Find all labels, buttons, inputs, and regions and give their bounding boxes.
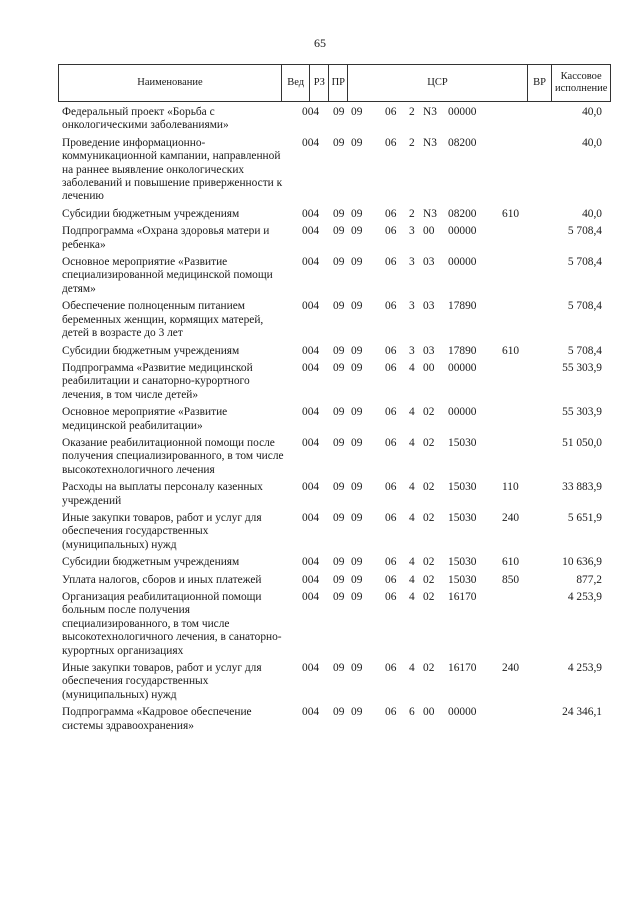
row-csr-program: 06 [385, 556, 397, 569]
row-csr-subprogram: 4 [409, 361, 415, 374]
row-exec: 5 708,4 [567, 300, 602, 313]
row-rz: 09 [333, 706, 345, 719]
row-pr: 09 [351, 556, 363, 569]
row-csr-direction: 00000 [448, 256, 477, 269]
row-vr: 240 [502, 511, 520, 524]
row-csr-program: 06 [385, 136, 397, 149]
row-csr-program: 06 [385, 406, 397, 419]
row-exec: 5 708,4 [567, 256, 602, 269]
header-pr: ПР [329, 65, 348, 101]
row-csr-subprogram: 2 [409, 136, 415, 149]
row-pr: 09 [351, 361, 363, 374]
row-csr-event: 00 [423, 706, 435, 719]
table-row [62, 106, 610, 133]
row-pr: 09 [351, 136, 363, 149]
row-pr: 09 [351, 706, 363, 719]
row-vr: 110 [502, 481, 519, 494]
row-csr-program: 06 [385, 207, 397, 220]
row-rz: 09 [333, 662, 345, 675]
row-pr: 09 [351, 573, 363, 586]
table-header [58, 64, 611, 102]
row-exec: 5 651,9 [567, 511, 602, 524]
table-row [62, 300, 610, 340]
row-csr-event: 02 [423, 481, 435, 494]
row-name: Оказание реабилитационной помощи после получения специализированного, в том числе высокотехнологичного лечения [62, 436, 284, 476]
row-ved: 004 [302, 591, 320, 603]
row-exec: 55 303,9 [562, 406, 602, 419]
row-csr-direction: 17890 [448, 300, 477, 313]
row-ved: 004 [302, 225, 320, 238]
row-csr-direction: 08200 [448, 207, 477, 220]
row-rz: 09 [333, 406, 345, 419]
row-rz: 09 [333, 556, 345, 569]
row-ved: 004 [302, 573, 320, 586]
row-csr-direction: 16170 [448, 662, 477, 675]
row-csr-event: N3 [423, 106, 437, 118]
row-ved: 004 [302, 207, 320, 220]
row-csr-subprogram: 4 [409, 481, 415, 494]
row-ved: 004 [302, 706, 320, 719]
row-vr: 610 [502, 207, 520, 220]
row-name: Организация реабилитационной помощи больным после получения специализированного, в том числе высокотехнологичного лечения, в санаторно-курортных организациях [62, 591, 282, 657]
table-row [62, 662, 610, 702]
row-pr: 09 [351, 436, 363, 449]
row-csr-subprogram: 4 [409, 591, 415, 603]
row-csr-subprogram: 2 [409, 106, 415, 118]
header-rz: РЗ [310, 65, 329, 101]
row-name: Обеспечение полноценным питанием беременных женщин, кормящих матерей, детей в возрасте до 3 лет [62, 300, 264, 340]
row-ved: 004 [302, 106, 320, 118]
row-name: Подпрограмма «Кадровое обеспечение системы здравоохранения» [62, 706, 252, 732]
row-ved: 004 [302, 256, 320, 269]
row-csr-subprogram: 4 [409, 511, 415, 524]
row-csr-direction: 15030 [448, 436, 477, 449]
row-name: Субсидии бюджетным учреждениям [62, 207, 240, 220]
row-vr: 610 [502, 344, 520, 357]
row-csr-event: 03 [423, 300, 435, 313]
row-csr-direction: 15030 [448, 481, 477, 494]
row-ved: 004 [302, 136, 320, 149]
row-csr-program: 06 [385, 106, 397, 118]
table-row [62, 574, 610, 587]
row-name: Субсидии бюджетным учреждениям [62, 556, 240, 569]
row-pr: 09 [351, 225, 363, 238]
row-csr-subprogram: 4 [409, 406, 415, 419]
table-row [62, 706, 610, 733]
row-ved: 004 [302, 556, 320, 569]
table-row [62, 406, 610, 433]
row-csr-subprogram: 3 [409, 225, 415, 238]
row-exec: 40,0 [582, 136, 602, 149]
row-csr-subprogram: 6 [409, 706, 415, 719]
row-exec: 4 253,9 [567, 591, 602, 603]
row-rz: 09 [333, 511, 345, 524]
header-vr: ВР [528, 65, 553, 101]
row-csr-event: 02 [423, 511, 435, 524]
row-pr: 09 [351, 406, 363, 419]
row-csr-direction: 15030 [448, 511, 477, 524]
row-csr-program: 06 [385, 300, 397, 313]
row-name: Федеральный проект «Борьба с онкологическими заболеваниями» [62, 106, 229, 132]
row-rz: 09 [333, 481, 345, 494]
row-vr: 610 [502, 556, 520, 569]
row-csr-event: 03 [423, 344, 435, 357]
row-ved: 004 [302, 436, 320, 449]
row-pr: 09 [351, 106, 363, 118]
page-number: 65 [314, 36, 326, 50]
row-vr: 240 [502, 662, 520, 675]
row-exec: 55 303,9 [562, 361, 602, 374]
row-csr-program: 06 [385, 481, 397, 494]
row-exec: 24 346,1 [562, 706, 602, 719]
row-csr-direction: 08200 [448, 136, 477, 149]
row-exec: 4 253,9 [567, 662, 602, 675]
row-pr: 09 [351, 207, 363, 220]
table-row [62, 345, 610, 358]
row-pr: 09 [351, 481, 363, 494]
row-csr-event: 02 [423, 573, 435, 586]
row-csr-program: 06 [385, 256, 397, 269]
row-csr-direction: 15030 [448, 573, 477, 586]
row-csr-program: 06 [385, 573, 397, 586]
row-pr: 09 [351, 591, 363, 603]
row-ved: 004 [302, 361, 320, 374]
row-exec: 5 708,4 [567, 344, 602, 357]
header-name: Наименование [59, 65, 282, 101]
row-rz: 09 [333, 106, 345, 118]
row-vr: 850 [502, 573, 520, 586]
row-csr-program: 06 [385, 361, 397, 374]
row-name: Подпрограмма «Охрана здоровья матери и ребенка» [62, 225, 270, 251]
row-rz: 09 [333, 225, 345, 238]
row-csr-subprogram: 3 [409, 344, 415, 357]
row-csr-direction: 15030 [448, 556, 477, 569]
row-csr-program: 06 [385, 591, 397, 603]
row-csr-program: 06 [385, 706, 397, 719]
row-exec: 10 636,9 [562, 556, 602, 569]
table-row [62, 225, 610, 252]
row-pr: 09 [351, 662, 363, 675]
row-csr-event: 02 [423, 436, 435, 449]
row-name: Иные закупки товаров, работ и услуг для обеспечения государственных (муниципальных) нужд [62, 662, 262, 701]
row-ved: 004 [302, 300, 320, 313]
row-rz: 09 [333, 344, 345, 357]
row-exec: 40,0 [582, 207, 602, 220]
table-row [62, 362, 610, 402]
table-row [62, 437, 610, 477]
row-ved: 004 [302, 511, 320, 524]
row-csr-subprogram: 4 [409, 573, 415, 586]
row-csr-subprogram: 3 [409, 256, 415, 269]
row-csr-event: 02 [423, 591, 435, 603]
row-pr: 09 [351, 344, 363, 357]
row-csr-direction: 00000 [448, 225, 477, 238]
row-ved: 004 [302, 662, 320, 675]
row-name: Проведение информационно-коммуникационной кампании, направленной на раннее выявление онкологических заболеваний и повышение приверженности к лечению [62, 136, 283, 203]
row-csr-subprogram: 3 [409, 300, 415, 313]
row-rz: 09 [333, 591, 345, 603]
row-exec: 877,2 [576, 573, 602, 586]
row-csr-program: 06 [385, 344, 397, 357]
row-rz: 09 [333, 573, 345, 586]
row-pr: 09 [351, 300, 363, 313]
row-ved: 004 [302, 481, 320, 494]
row-csr-subprogram: 4 [409, 662, 415, 675]
row-csr-direction: 00000 [448, 706, 477, 719]
row-csr-subprogram: 2 [409, 207, 415, 220]
row-rz: 09 [333, 300, 345, 313]
header-ved: Вед [282, 65, 310, 101]
row-csr-direction: 17890 [448, 344, 477, 357]
table-row [62, 256, 610, 296]
row-csr-program: 06 [385, 511, 397, 524]
row-csr-event: 02 [423, 406, 435, 419]
row-rz: 09 [333, 361, 345, 374]
table-row [62, 556, 610, 569]
row-exec: 51 050,0 [562, 436, 602, 449]
row-rz: 09 [333, 436, 345, 449]
row-name: Основное мероприятие «Развитие медицинской реабилитации» [62, 406, 228, 432]
row-csr-subprogram: 4 [409, 436, 415, 449]
row-name: Расходы на выплаты персоналу казенных учреждений [62, 481, 263, 507]
row-ved: 004 [302, 344, 320, 357]
row-csr-direction: 00000 [448, 106, 477, 118]
row-name: Уплата налогов, сборов и иных платежей [62, 573, 262, 586]
table-body [62, 106, 610, 737]
row-exec: 33 883,9 [562, 481, 602, 494]
row-rz: 09 [333, 256, 345, 269]
table-row [62, 208, 610, 221]
table-row [62, 137, 610, 204]
row-csr-subprogram: 4 [409, 556, 415, 569]
row-csr-event: 00 [423, 225, 435, 238]
row-name: Подпрограмма «Развитие медицинской реабилитации и санаторно-курортного лечения, в том числе детей» [62, 361, 253, 401]
table-row [62, 481, 610, 508]
row-csr-event: 00 [423, 361, 435, 374]
row-name: Основное мероприятие «Развитие специализированной медицинской помощи детям» [62, 256, 273, 295]
row-exec: 5 708,4 [567, 225, 602, 238]
row-pr: 09 [351, 511, 363, 524]
row-pr: 09 [351, 256, 363, 269]
row-csr-event: 02 [423, 662, 435, 675]
row-ved: 004 [302, 406, 320, 419]
row-rz: 09 [333, 136, 345, 149]
row-name: Иные закупки товаров, работ и услуг для обеспечения государственных (муниципальных) нужд [62, 511, 262, 551]
header-exec: Кассовое исполнение [554, 70, 608, 94]
row-csr-event: 03 [423, 256, 435, 269]
row-rz: 09 [333, 207, 345, 220]
row-exec: 40,0 [582, 106, 602, 118]
row-csr-event: 02 [423, 556, 435, 569]
row-csr-direction: 00000 [448, 361, 477, 374]
table-row [62, 512, 610, 552]
row-csr-program: 06 [385, 436, 397, 449]
row-csr-program: 06 [385, 225, 397, 238]
row-csr-direction: 00000 [448, 406, 477, 419]
row-csr-program: 06 [385, 662, 397, 675]
row-csr-event: N3 [423, 207, 437, 220]
row-csr-direction: 16170 [448, 591, 477, 603]
table-row [62, 591, 610, 658]
row-name: Субсидии бюджетным учреждениям [62, 344, 240, 357]
header-csr: ЦСР [348, 65, 528, 101]
row-csr-event: N3 [423, 136, 437, 149]
